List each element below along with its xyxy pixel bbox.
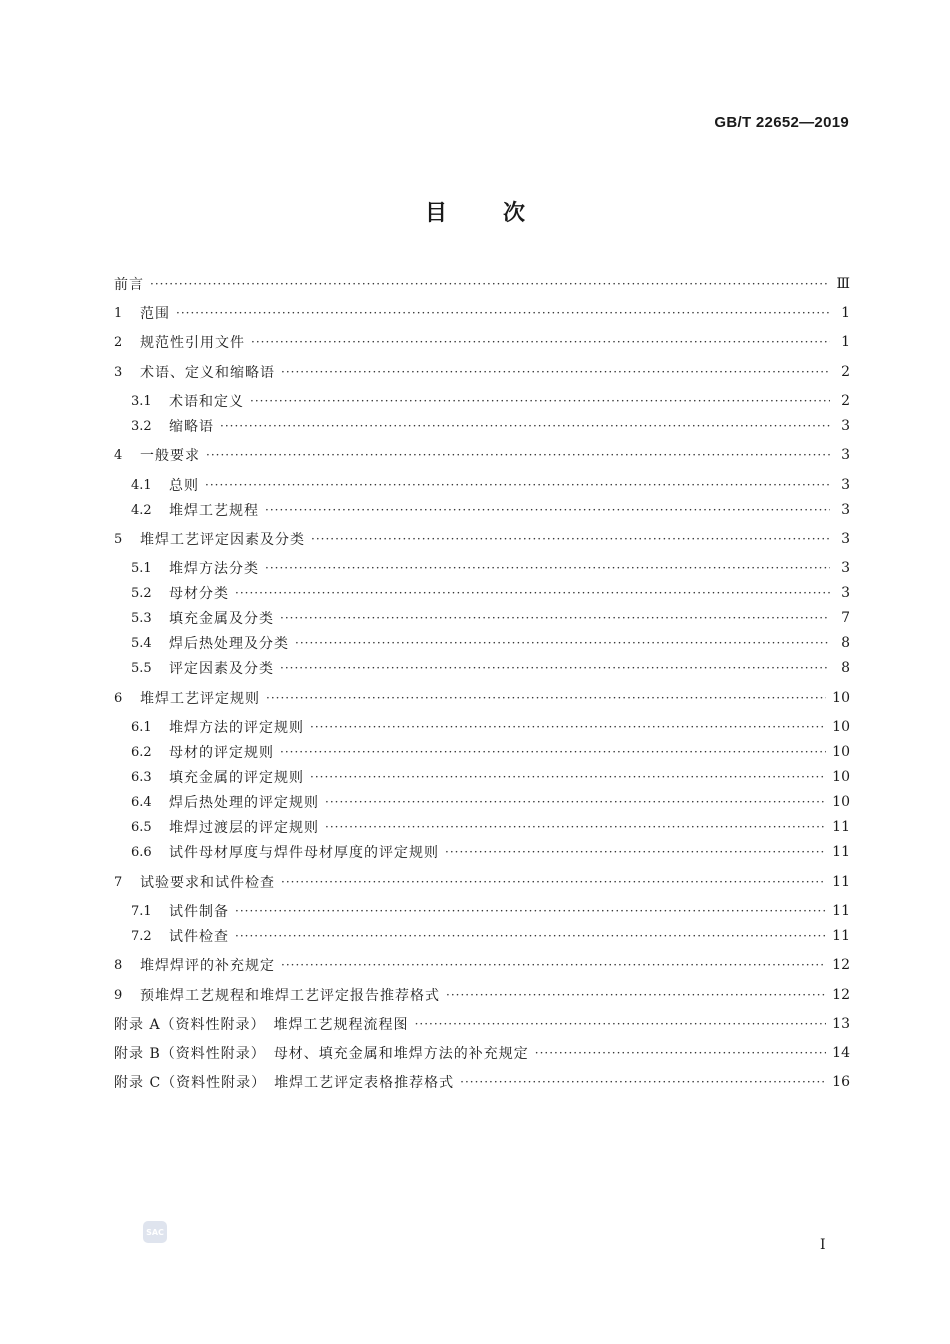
toc-entry-page: 1 <box>841 334 850 350</box>
toc-entry-page: 2 <box>841 393 850 409</box>
toc-entry-number: 5.4 <box>131 635 152 651</box>
toc-entry-page: 2 <box>841 364 850 380</box>
toc-entry-page: 8 <box>841 660 850 676</box>
toc-entry-page: 13 <box>832 1016 850 1032</box>
toc-entry-number: 6.2 <box>131 744 152 760</box>
toc-entry-page: 16 <box>832 1074 850 1090</box>
toc-entry[interactable] <box>131 633 850 653</box>
toc-entry[interactable] <box>131 558 850 578</box>
toc-leader-dots <box>235 926 826 946</box>
toc-leader-dots <box>311 529 830 549</box>
toc-entry[interactable] <box>131 500 850 520</box>
toc-entry-title: 总则 <box>169 478 199 494</box>
toc-entry[interactable] <box>131 475 850 495</box>
toc-entry-number: 5.5 <box>131 660 152 676</box>
toc-entry-number: 3 <box>114 364 123 380</box>
toc-entry[interactable] <box>114 985 850 1005</box>
toc-entry[interactable] <box>114 362 850 382</box>
toc-entry[interactable] <box>131 391 850 411</box>
toc-entry-page: 11 <box>832 844 850 860</box>
page-number: I <box>820 1237 826 1253</box>
toc-entry-title: 填充金属及分类 <box>169 611 274 627</box>
toc-entry-page: 11 <box>832 819 850 835</box>
toc-leader-dots <box>281 955 826 975</box>
toc-entry-title: 一般要求 <box>140 448 200 464</box>
toc-entry-title: 堆焊工艺规程 <box>169 503 259 519</box>
toc-entry[interactable] <box>131 658 850 678</box>
toc-leader-dots <box>310 717 826 737</box>
toc-entry-page: 12 <box>832 957 850 973</box>
toc-entry-number: 5.2 <box>131 585 152 601</box>
toc-entry[interactable] <box>131 717 850 737</box>
toc-entry-page: Ⅲ <box>836 276 850 292</box>
toc-entry-title: 母材分类 <box>169 586 229 602</box>
toc-entry-page: 3 <box>841 418 850 434</box>
toc-entry[interactable] <box>131 583 850 603</box>
toc-entry-page: 1 <box>841 305 850 321</box>
toc-leader-dots <box>265 558 830 578</box>
toc-entry[interactable] <box>114 1014 850 1034</box>
toc-entry-page: 11 <box>832 874 850 890</box>
toc-entry[interactable] <box>131 901 850 921</box>
toc-leader-dots <box>325 817 826 837</box>
toc-entry[interactable] <box>114 1043 850 1063</box>
toc-leader-dots <box>235 901 826 921</box>
page-title: 目次 <box>424 201 581 226</box>
toc-entry[interactable] <box>114 332 850 352</box>
toc-entry-number: 6.6 <box>131 844 152 860</box>
toc-entry-title: 附录 C（资料性附录） 堆焊工艺评定表格推荐格式 <box>114 1075 455 1091</box>
toc-entry[interactable] <box>131 817 850 837</box>
toc-entry[interactable] <box>114 529 850 549</box>
toc-leader-dots <box>280 608 830 628</box>
toc-entry-number: 4 <box>114 447 123 463</box>
toc-entry-page: 10 <box>832 744 850 760</box>
toc-entry-number: 9 <box>114 987 123 1003</box>
toc-entry-title: 堆焊焊评的补充规定 <box>140 958 275 974</box>
toc-entry-page: 3 <box>841 447 850 463</box>
toc-entry-title: 试验要求和试件检查 <box>140 875 275 891</box>
toc-entry-title: 堆焊过渡层的评定规则 <box>169 820 319 836</box>
toc-entry-number: 2 <box>114 334 123 350</box>
toc-entry-page: 7 <box>841 610 850 626</box>
toc-entry[interactable] <box>114 1072 850 1092</box>
toc-leader-dots <box>445 842 826 862</box>
toc-entry-page: 3 <box>841 560 850 576</box>
toc-leader-dots <box>266 688 826 708</box>
toc-leader-dots <box>325 792 826 812</box>
toc-entry-title: 试件检查 <box>169 929 229 945</box>
toc-entry-title: 母材的评定规则 <box>169 745 274 761</box>
toc-entry-page: 10 <box>832 794 850 810</box>
toc-leader-dots <box>415 1014 827 1034</box>
toc-entry[interactable] <box>131 608 850 628</box>
toc-entry-page: 3 <box>841 531 850 547</box>
toc-entry-title: 试件母材厚度与焊件母材厚度的评定规则 <box>169 845 439 861</box>
toc-entry-number: 6.3 <box>131 769 152 785</box>
toc-entry-number: 5.1 <box>131 560 152 576</box>
toc-entry-number: 6.1 <box>131 719 152 735</box>
toc-entry-page: 10 <box>832 690 850 706</box>
toc-entry-page: 10 <box>832 769 850 785</box>
toc-entry-page: 11 <box>832 903 850 919</box>
toc-entry[interactable] <box>131 742 850 762</box>
toc-entry-title: 填充金属的评定规则 <box>169 770 304 786</box>
standard-code: GB/T 22652—2019 <box>714 114 849 131</box>
toc-entry[interactable] <box>114 955 850 975</box>
toc-entry-title: 焊后热处理及分类 <box>169 636 289 652</box>
toc-leader-dots <box>205 475 830 495</box>
toc-entry-title: 术语和定义 <box>169 394 244 410</box>
toc-entry-number: 3.2 <box>131 418 152 434</box>
toc-leader-dots <box>265 500 830 520</box>
toc-entry-title: 前言 <box>114 277 144 293</box>
toc-entry-page: 14 <box>832 1045 850 1061</box>
toc-leader-dots <box>281 362 830 382</box>
toc-entry-page: 3 <box>841 477 850 493</box>
toc-entry[interactable] <box>114 872 850 892</box>
toc-entry-page: 10 <box>832 719 850 735</box>
toc-entry-title: 堆焊工艺评定因素及分类 <box>140 532 305 548</box>
sac-watermark-logo: SAC <box>143 1221 167 1243</box>
toc-entry-number: 6.5 <box>131 819 152 835</box>
toc-leader-dots <box>281 872 826 892</box>
toc-entry-number: 6.4 <box>131 794 152 810</box>
toc-entry[interactable] <box>114 274 850 294</box>
toc-entry-number: 8 <box>114 957 123 973</box>
toc-leader-dots <box>280 742 826 762</box>
toc-entry-number: 4.1 <box>131 477 152 493</box>
toc-entry-title: 焊后热处理的评定规则 <box>169 795 319 811</box>
toc-entry-title: 试件制备 <box>169 904 229 920</box>
toc-entry[interactable] <box>114 303 850 323</box>
toc-entry-number: 7.2 <box>131 928 152 944</box>
toc-entry-number: 7 <box>114 874 123 890</box>
toc-entry[interactable] <box>131 416 850 436</box>
toc-entry-title: 附录 A（资料性附录） 堆焊工艺规程流程图 <box>114 1017 409 1033</box>
toc-entry-number: 3.1 <box>131 393 152 409</box>
toc-entry-title: 缩略语 <box>169 419 214 435</box>
toc-entry[interactable] <box>131 792 850 812</box>
toc-entry-page: 3 <box>841 502 850 518</box>
toc-entry-title: 堆焊工艺评定规则 <box>140 691 260 707</box>
toc-entry-number: 5.3 <box>131 610 152 626</box>
toc-leader-dots <box>446 985 826 1005</box>
toc-entry-number: 6 <box>114 690 123 706</box>
toc-entry-number: 1 <box>114 305 123 321</box>
toc-leader-dots <box>280 658 830 678</box>
toc-leader-dots <box>251 332 830 352</box>
toc-leader-dots <box>206 445 830 465</box>
toc-entry-page: 3 <box>841 585 850 601</box>
toc-entry-title: 术语、定义和缩略语 <box>140 365 275 381</box>
toc-leader-dots <box>176 303 830 323</box>
toc-entry-title: 评定因素及分类 <box>169 661 274 677</box>
toc-leader-dots <box>220 416 830 436</box>
toc-leader-dots <box>295 633 830 653</box>
toc-entry-title: 规范性引用文件 <box>140 335 245 351</box>
toc-entry-page: 12 <box>832 987 850 1003</box>
toc-entry[interactable] <box>131 767 850 787</box>
toc-entry-title: 范围 <box>140 306 170 322</box>
toc-entry-page: 11 <box>832 928 850 944</box>
toc-entry-title: 附录 B（资料性附录） 母材、填充金属和堆焊方法的补充规定 <box>114 1046 529 1062</box>
toc-leader-dots <box>150 274 830 294</box>
toc-entry-number: 5 <box>114 531 123 547</box>
toc-leader-dots <box>235 583 830 603</box>
toc-leader-dots <box>250 391 830 411</box>
toc-entry-number: 7.1 <box>131 903 152 919</box>
toc-leader-dots <box>535 1043 826 1063</box>
toc-leader-dots <box>310 767 826 787</box>
toc-entry[interactable] <box>131 926 850 946</box>
toc-entry-page: 8 <box>841 635 850 651</box>
toc-entry-title: 预堆焊工艺规程和堆焊工艺评定报告推荐格式 <box>140 988 440 1004</box>
toc-leader-dots <box>460 1072 826 1092</box>
toc-entry[interactable] <box>131 842 850 862</box>
toc-entry[interactable] <box>114 688 850 708</box>
toc-entry-title: 堆焊方法分类 <box>169 561 259 577</box>
toc-entry[interactable] <box>114 445 850 465</box>
toc-entry-number: 4.2 <box>131 502 152 518</box>
toc-entry-title: 堆焊方法的评定规则 <box>169 720 304 736</box>
